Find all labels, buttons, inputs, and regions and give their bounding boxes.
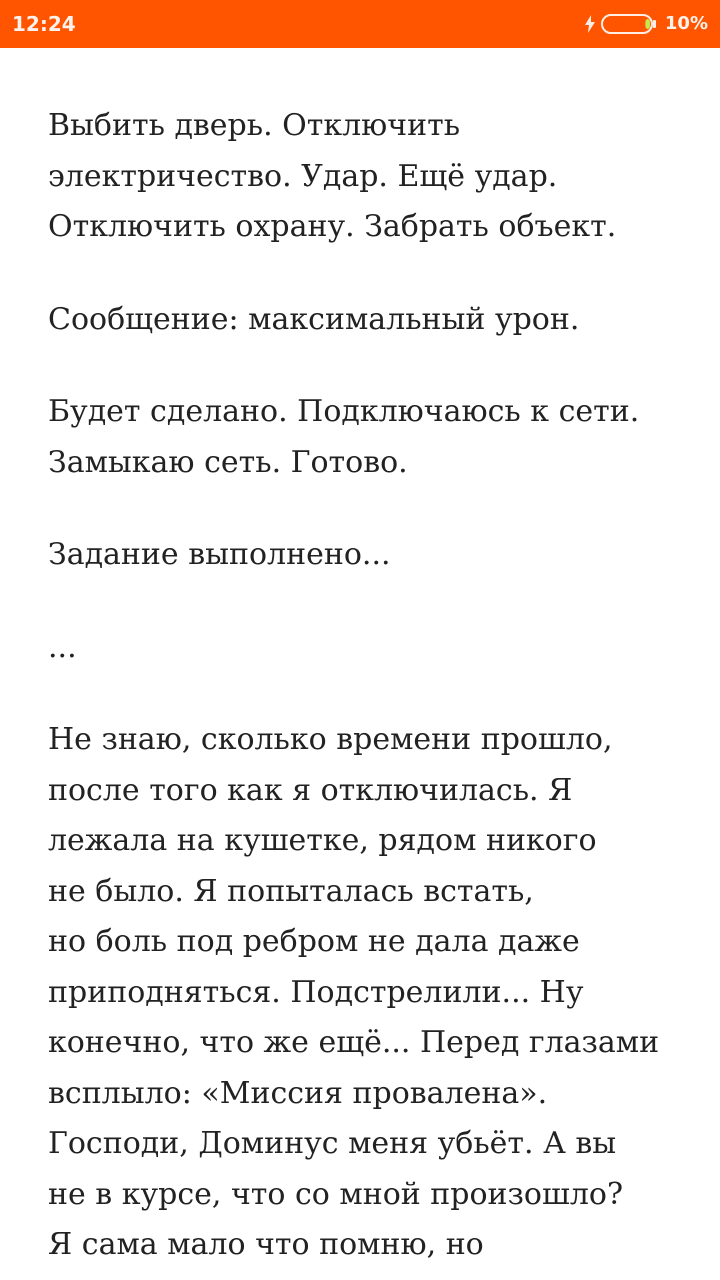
text-line: электричество. Удар. Ещё удар.: [48, 158, 558, 194]
text-line: не в курсе, что со мной произошло?: [48, 1176, 624, 1212]
battery-level-fill: [645, 19, 650, 29]
text-line: Господи, Доминус меня убьёт. А вы: [48, 1126, 617, 1161]
status-bar: [0, 0, 720, 48]
battery-percent: 10%: [664, 13, 708, 34]
battery-icon: [601, 14, 657, 34]
text-line: Выбить дверь. Отключить: [48, 108, 461, 143]
text-line: Задание выполнено...: [48, 537, 391, 572]
paragraph: [48, 530, 688, 581]
paragraph: [48, 623, 688, 674]
text-line: конечно, что же ещё... Перед глазами: [48, 1025, 660, 1060]
text-line: лежала на кушетке, рядом никого: [48, 823, 597, 858]
text-line: после того как я отключилась. Я: [48, 772, 573, 808]
text-line: но боль под ребром не дала даже: [48, 924, 580, 959]
text-line: Замыкаю сеть. Готово.: [48, 444, 408, 480]
text-line: всплыло: «Миссия провалена».: [48, 1075, 548, 1111]
charging-bolt-icon: [585, 15, 595, 33]
text-line: ...: [48, 629, 77, 665]
text-line: Я сама мало что помню, но: [48, 1227, 484, 1262]
text-line: Будет сделано. Подключаюсь к сети.: [48, 394, 640, 429]
status-time: 12:24: [12, 12, 76, 36]
text-line: Не знаю, сколько времени прошло,: [48, 722, 613, 757]
paragraph: [48, 295, 688, 346]
reader-page[interactable]: [48, 101, 688, 1280]
status-indicators: [585, 12, 708, 36]
paragraph: [48, 715, 688, 1271]
text-line: не было. Я попыталась встать,: [48, 873, 534, 909]
paragraph: [48, 101, 688, 253]
text-line: приподняться. Подстрелили... Ну: [48, 974, 584, 1010]
text-line: Сообщение: максимальный урон.: [48, 301, 580, 337]
text-line: Отключить охрану. Забрать объект.: [48, 209, 617, 244]
paragraph: [48, 387, 688, 488]
